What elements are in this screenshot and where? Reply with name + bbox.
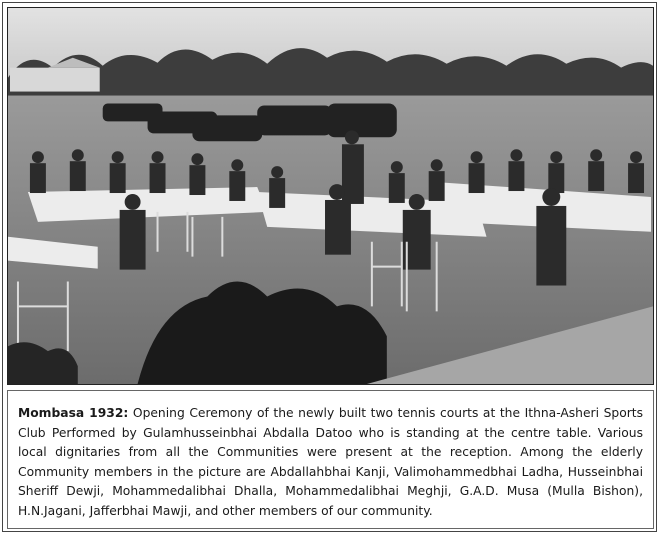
- figure-frame: [2, 2, 657, 532]
- building: [10, 68, 100, 92]
- photo-caption: [7, 390, 654, 529]
- photo-illustration: [8, 8, 653, 384]
- caption-lead: Mombasa 1932:: [18, 406, 129, 420]
- historical-photo: [7, 7, 654, 385]
- caption-body: Opening Ceremony of the newly built two tennis courts at the Ithna-Asheri Sports Club Performed by Gulamhusseinbhai Abdalla Datoo who is standing at the centre table. Various local dignitaries from all the Communities were present at the reception. Among the elderly Community members in the picture are Abdallahbhai Kanji, Valimohammedbhai Ladha, Husseinbhai Sheriff Dewji, Mohammedalibhai Dhalla, Mohammedalibhai Meghji, G.A.D. Musa (Mulla Bishon), H.N.Jagani, Jafferbhai Mawji, and other members of our community.: [18, 406, 643, 518]
